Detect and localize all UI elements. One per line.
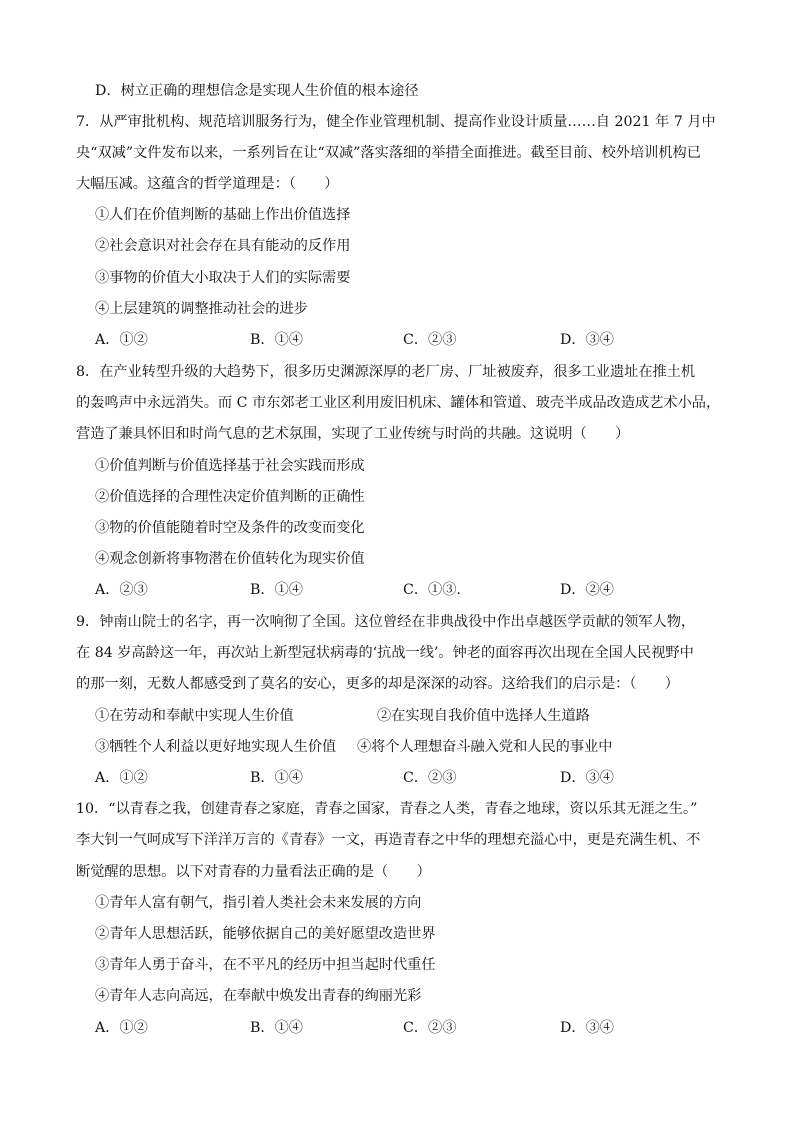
q8-option-b[interactable]: B．①④ [250,582,303,598]
q7-stem-line: 7．从严审批机构、规范培训服务行为，健全作业管理机制、提高作业设计质量……自 2021 年 7 月中 [76,114,716,130]
q9-statement-1: ①在劳动和奉献中实现人生价值 [95,708,294,724]
q8-option-d[interactable]: D．②④ [560,582,614,598]
q8-option-c[interactable]: C．①③. [403,582,461,598]
q10-statement-4: ④青年人志向高远，在奉献中焕发出青春的绚丽光彩 [95,988,422,1004]
q10-stem-line: 10．“以青春之我，创建青春之家庭，青春之国家，青春之人类，青春之地球，资以乐其无涯之生。” [76,801,698,817]
q9-option-c[interactable]: C．②③ [403,770,457,786]
q8-stem-line: 营造了兼具怀旧和时尚气息的艺术氛围，实现了工业传统与时尚的共融。这说明（ ） [76,426,630,442]
q9-stem-line: 在 84 岁高龄这一年，再次站上新型冠状病毒的‘抗战一线’。钟老的面容再次出现在全国人民视野中 [76,645,694,661]
q10-options [95,1018,695,1038]
q9-statement-row [95,706,715,726]
q9-statement-row [95,737,715,757]
q10-option-a[interactable]: A．①② [95,1020,148,1036]
q7-option-d[interactable]: D．③④ [560,332,614,348]
q9-option-b[interactable]: B．①④ [250,770,303,786]
q10-statement-1: ①青年人富有朝气，指引着人类社会未来发展的方向 [95,895,422,911]
q7-statement-3: ③事物的价值大小取决于人们的实际需要 [95,270,351,286]
q9-stem-line: 的那一刻，无数人都感受到了莫名的安心，更多的却是深深的动容。这给我们的启示是：（ ） [76,676,679,692]
q8-statement-4: ④观念创新将事物潜在价值转化为现实价值 [95,551,365,567]
q9-statement-2: ②在实现自我价值中选择人生道路 [377,708,590,724]
q10-statement-2: ②青年人思想活跃，能够依据自己的美好愿望改造世界 [95,926,436,942]
q7-stem-line: 大幅压减。这蕴含的哲学道理是：（ ） [76,176,339,192]
q7-statement-4: ④上层建筑的调整推动社会的进步 [95,301,308,317]
q7-options [95,330,695,350]
q9-option-d[interactable]: D．③④ [560,770,614,786]
q8-options [95,580,695,600]
q7-statement-2: ②社会意识对社会存在具有能动的反作用 [95,238,351,254]
q7-option-b[interactable]: B．①④ [250,332,303,348]
q8-statement-3: ③物的价值能随着时空及条件的改变而变化 [95,520,365,536]
q9-statement-3: ③牺牲个人利益以更好地实现人生价值 [95,739,337,755]
q8-statement-1: ①价值判断与价值选择基于社会实践而形成 [95,458,365,474]
q9-options [95,768,695,788]
q8-stem-line: 8．在产业转型升级的大趋势下，很多历史渊源深厚的老厂房、厂址被废弃，很多工业遗址在推土机 [76,364,696,380]
q8-stem-line: 的轰鸣声中永远消失。而 C 市东郊老工业区利用废旧机床、罐体和管道、玻壳半成品改造成艺术小品， [76,395,721,411]
q7-statement-1: ①人们在价值判断的基础上作出价值选择 [95,207,351,223]
q7-stem-line: 央“双减”文件发布以来，一系列旨在让“双减”落实落细的举措全面推进。截至目前、校外培训机构已 [76,145,701,161]
q7-option-a[interactable]: A．①② [95,332,148,348]
q10-stem-line: 断觉醒的思想。以下对青春的力量看法正确的是（ ） [76,864,431,880]
q7-option-c[interactable]: C．②③ [403,332,457,348]
q10-option-d[interactable]: D．③④ [560,1020,614,1036]
q8-statement-2: ②价值选择的合理性决定价值判断的正确性 [95,489,365,505]
q10-stem-line: 李大钊一气呵成写下洋洋万言的《青春》一文，再造青春之中华的理想充溢心中，更是充满生机、不 [76,832,701,848]
q10-option-b[interactable]: B．①④ [250,1020,303,1036]
q9-stem-line: 9．钟南山院士的名字，再一次响彻了全国。这位曾经在非典战役中作出卓越医学贡献的领军人物， [76,614,696,630]
q10-statement-3: ③青年人勇于奋斗，在不平凡的经历中担当起时代重任 [95,957,436,973]
q9-option-a[interactable]: A．①② [95,770,148,786]
prev-option-d: D．树立正确的理想信念是实现人生价值的根本途径 [95,83,419,99]
q9-statement-4: ④将个人理想奋斗融入党和人民的事业中 [357,739,613,755]
q8-option-a[interactable]: A．②③ [95,582,148,598]
q10-option-c[interactable]: C．②③ [403,1020,457,1036]
